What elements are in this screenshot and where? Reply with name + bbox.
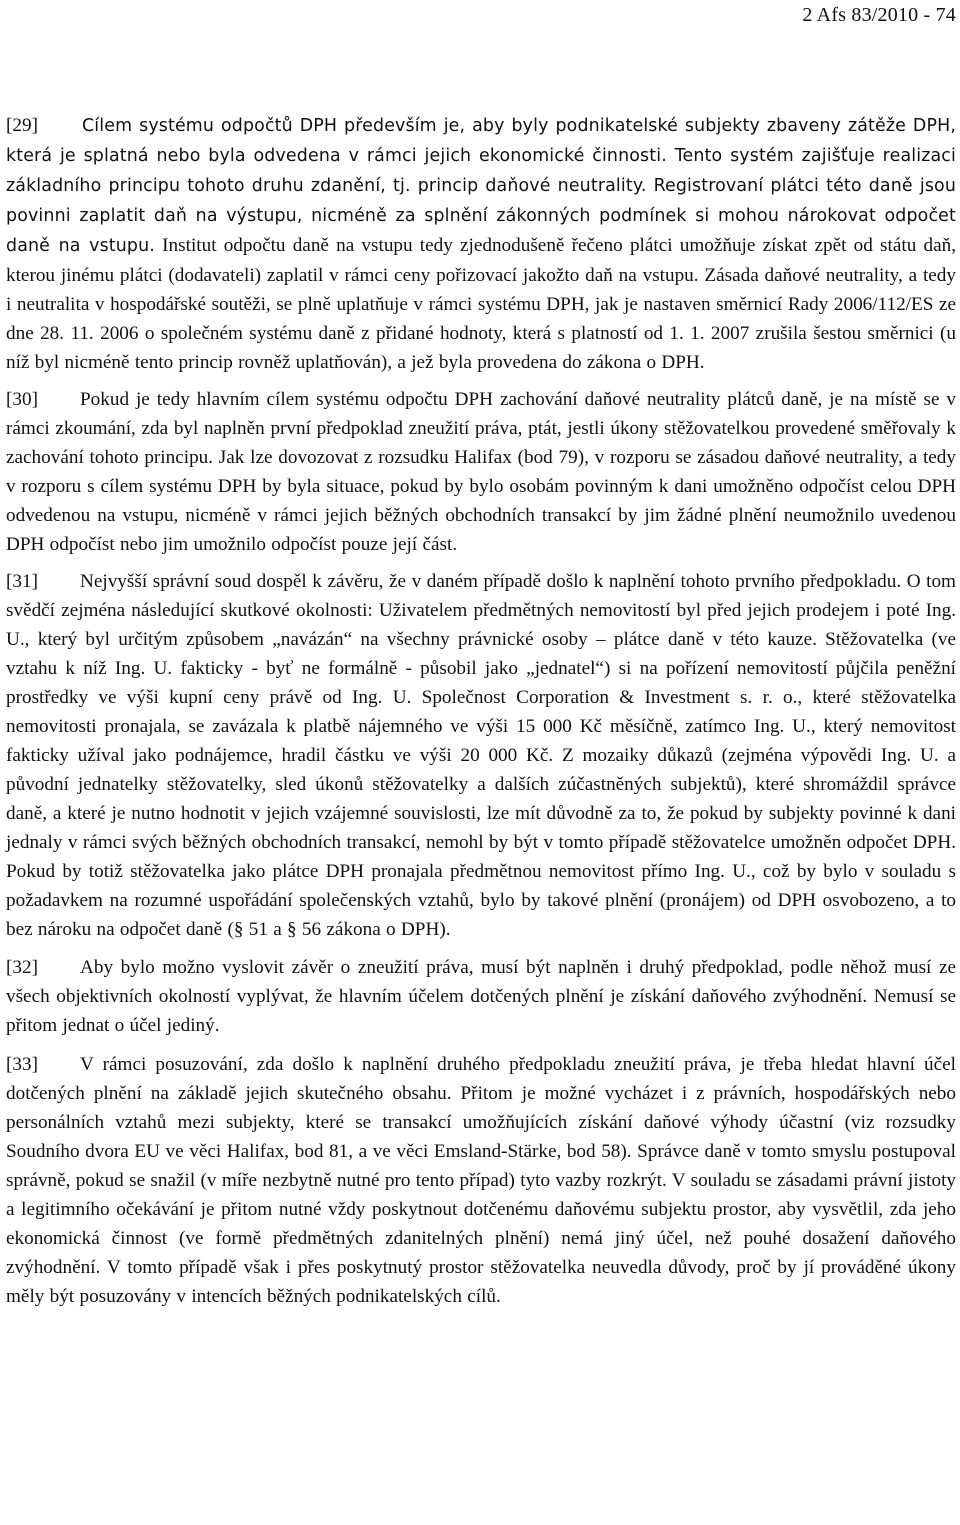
paragraph-number: [30] — [6, 389, 38, 410]
judgment-body — [6, 111, 956, 1311]
paragraph-33 — [6, 1050, 956, 1311]
paragraph-number: [31] — [6, 571, 38, 592]
paragraph-number: [33] — [6, 1054, 38, 1075]
paragraph-32 — [6, 953, 956, 1040]
paragraph-31 — [6, 567, 956, 944]
paragraph-text: Nejvyšší správní soud dospěl k závěru, že v daném případě došlo k naplnění tohoto prvního předpokladu. O tom svědčí zejména následující skutkové okolnosti: Uživatelem předmětných nemovitostí byl před jejich prodejem i poté Ing. U., který byl určitým způsobem „navázán“ na všechny právnické osoby – plátce daně v této kauze. Stěžovatelka (ve vztahu k níž Ing. U. fakticky - byť ne formálně - působil jako „jednatel“) si na pořízení nemovitostí půjčila peněžní prostředky ve výši kupní ceny právě od Ing. U. Společnost Corporation & Investment s. r. o., které stěžovatelka nemovitosti pronajala, se zavázala k platbě nájemného ve výši 15 000 Kč měsíčně, zatímco Ing. U., který nemovitost fakticky užíval jako podnájemce, hradil částku ve výši 20 000 Kč. Z mozaiky důkazů (zejména výpovědi Ing. U. a původní jednatelky stěžovatelky, sled úkonů stěžovatelky a dalších zúčastněných subjektů), které shromáždil správce daně, a které je nutno hodnotit v jejich vzájemné souvislosti, lze mít důvodně za to, že pokud by subjekty povinné k dani jednaly v rámci svých běžných obchodních transakcí, nemohl by být v tomto případě stěžovatelce umožněn odpočet DPH. Pokud by totiž stěžovatelka jako plátce DPH pronajala předmětnou nemovitost přímo Ing. U., což by bylo v souladu s požadavkem na rozumné uspořádání společenských vztahů, bylo by takové plnění (pronájem) od DPH osvobozeno, a to bez nároku na odpočet daně (§ 51 a § 56 zákona o DPH). — [6, 571, 956, 940]
paragraph-29 — [6, 111, 956, 377]
paragraph-text: Pokud je tedy hlavním cílem systému odpočtu DPH zachování daňové neutrality plátců daně, je na místě se v rámci zkoumání, zda byl naplněn první předpoklad zneužití práva, ptát, jestli úkony stěžovatelkou provedené směřovaly k zachování tohoto principu. Jak lze dovozovat z rozsudku Halifax (bod 79), v rozporu se zásadou daňové neutrality, a tedy v rozporu s cílem systému DPH by byla situace, pokud by bylo osobám povinným k dani umožněno odpočíst celou DPH odvedenou na vstupu, nicméně v rámci jejich běžných obchodních transakcí by jim žádné plnění neumožnilo uvedenou DPH odpočíst nebo jim umožnilo odpočíst pouze její část. — [6, 389, 956, 555]
paragraph-30 — [6, 385, 956, 559]
paragraph-number: [29] — [6, 115, 38, 136]
case-reference-header: 2 Afs 83/2010 - 74 — [802, 4, 956, 26]
paragraph-text-sans: Cílem systému odpočtů DPH především je, aby byly podnikatelské subjekty zbaveny zátěže DPH, která je splatná nebo byla odvedena v rámci jejich ekonomické činnosti. Tento systém zajišťuje realizaci základního principu tohoto druhu zdanění, tj. princip daňové neutrality. Registrovaní plátci této daně jsou povinni zaplatit daň na výstupu, nicméně za splnění zákonných podmínek si mohou nárokovat odpočet daně na vstupu. — [6, 116, 956, 256]
paragraph-text: Aby bylo možno vyslovit závěr o zneužití práva, musí být naplněn i druhý předpoklad, podle něhož musí ze všech objektivních okolností vyplývat, že hlavním účelem dotčených plnění je získání daňového zvýhodnění. Nemusí se přitom jednat o účel jediný. — [6, 957, 956, 1036]
paragraph-text: V rámci posuzování, zda došlo k naplnění druhého předpokladu zneužití práva, je třeba hledat hlavní účel dotčených plnění na základě jejich skutečného obsahu. Přitom je možné vycházet i z právních, hospodářských nebo personálních vztahů mezi subjekty, které se transakcí umožňujících získání daňové výhody účastní (viz rozsudky Soudního dvora EU ve věci Halifax, bod 81, a ve věci Emsland-Stärke, bod 58). Správce daně v tomto smyslu postupoval správně, pokud se snažil (v míře nezbytně nutné pro tento případ) tyto vazby rozkrýt. V souladu se zásadami právní jistoty a legitimního očekávání je přitom nutné vždy poskytnout dotčenému daňovému subjektu prostor, aby vysvětlil, zda jeho ekonomická činnost (ve formě předmětných zdanitelných plnění) nemá jiný účel, než pouhé dosažení daňového zvýhodnění. V tomto případě však i přes poskytnutý prostor stěžovatelka neuvedla důvody, proč by jí prováděné úkony měly být posuzovány v intencích běžných podnikatelských cílů. — [6, 1054, 956, 1307]
paragraph-text: Institut odpočtu daně na vstupu tedy zjednodušeně řečeno plátci umožňuje získat zpět od státu daň, kterou jinému plátci (dodavateli) zaplatil v rámci ceny pořizovací jakožto daň na vstupu. Zásada daňové neutrality, a tedy i neutralita v hospodářské soutěži, se plně uplatňuje v rámci systému DPH, jak je nastaven směrnicí Rady 2006/112/ES ze dne 28. 11. 2006 o společném systému daně z přidané hodnoty, která s platností od 1. 1. 2007 zrušila šestou směrnici (u níž byl nicméně tento princip rovněž uplatňován), a jež byla provedena do zákona o DPH. — [6, 235, 956, 373]
paragraph-number: [32] — [6, 957, 38, 978]
